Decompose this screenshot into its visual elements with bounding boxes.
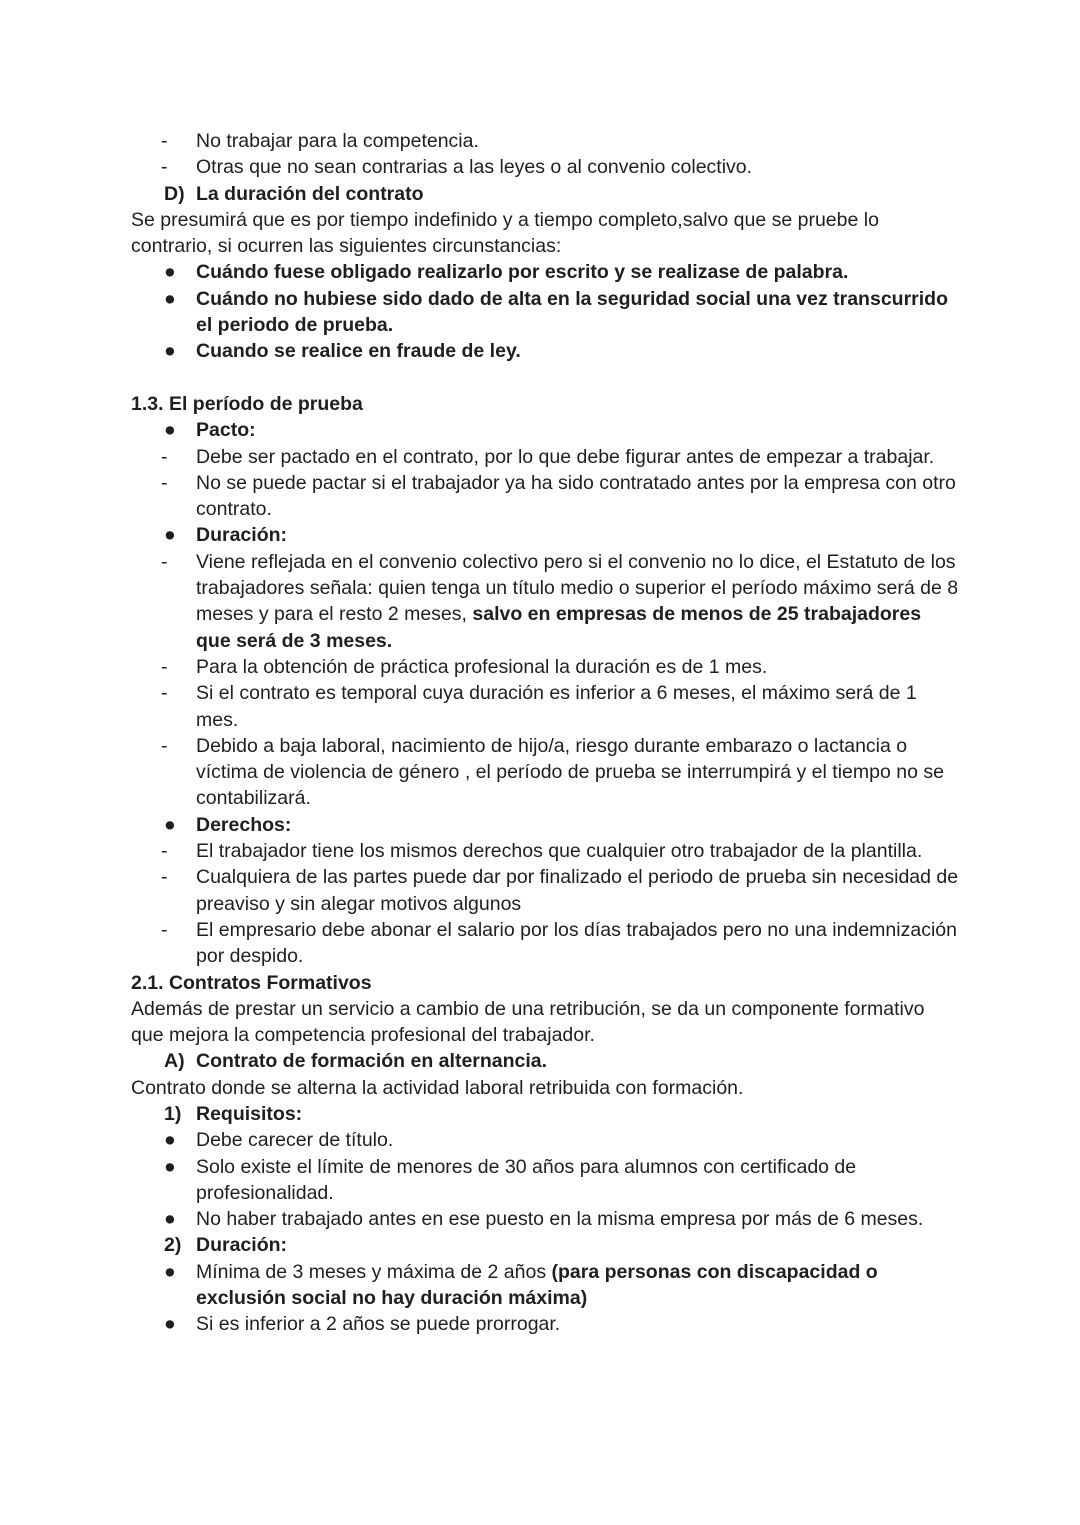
section-marker: A) bbox=[164, 1050, 185, 1073]
dash-item bbox=[131, 444, 960, 470]
dash-item bbox=[131, 917, 960, 970]
list-text: El empresario debe abonar el salario por los días trabajados pero no una indemnización por despido. bbox=[196, 918, 957, 968]
dash-marker: - bbox=[161, 682, 168, 705]
number-marker: 1) bbox=[164, 1102, 182, 1125]
section-d-heading bbox=[131, 181, 960, 207]
list-text bbox=[196, 1259, 960, 1312]
numbered-heading bbox=[131, 1101, 960, 1127]
list-text: Otras que no sean contrarias a las leyes o al convenio colectivo. bbox=[196, 156, 753, 179]
bullet-item bbox=[131, 1154, 960, 1207]
bullet-item bbox=[131, 286, 960, 339]
bullet-item bbox=[131, 417, 960, 443]
spacer bbox=[131, 365, 960, 391]
bullet-marker: ● bbox=[164, 261, 176, 284]
list-text-regular: Mínima de 3 meses y máxima de 2 años bbox=[196, 1260, 547, 1283]
list-text: Cuándo no hubiese sido dado de alta en la seguridad social una vez transcurrido el periodo de prueba. bbox=[196, 287, 948, 337]
dash-marker: - bbox=[161, 655, 168, 678]
list-text bbox=[196, 549, 960, 654]
section-marker: D) bbox=[164, 182, 185, 205]
subheading: Pacto: bbox=[196, 419, 256, 442]
numbered-title: Duración: bbox=[196, 1234, 288, 1257]
bullet-item bbox=[131, 1259, 960, 1312]
dash-item bbox=[131, 549, 960, 654]
dash-item bbox=[131, 154, 960, 180]
dash-marker: - bbox=[161, 445, 168, 468]
bullet-marker: ● bbox=[164, 524, 176, 547]
dash-item bbox=[131, 680, 960, 733]
section-heading: 1.3. El período de prueba bbox=[131, 392, 363, 415]
list-text: El trabajador tiene los mismos derechos que cualquier otro trabajador de la plantilla. bbox=[196, 840, 923, 863]
bullet-item bbox=[131, 1311, 960, 1337]
bullet-marker: ● bbox=[164, 419, 176, 442]
dash-marker: - bbox=[161, 866, 168, 889]
list-text: No se puede pactar si el trabajador ya ha sido contratado antes por la empresa con otro contrato. bbox=[196, 471, 956, 521]
dash-marker: - bbox=[161, 130, 168, 152]
subheading: Duración: bbox=[196, 524, 288, 547]
bullet-marker: ● bbox=[164, 1260, 176, 1283]
list-text: Debe ser pactado en el contrato, por lo que debe figurar antes de empezar a trabajar. bbox=[196, 445, 935, 468]
paragraph: Se presumirá que es por tiempo indefinido y a tiempo completo,salvo que se pruebe lo contrario, si ocurren las siguientes circunstancias: bbox=[131, 208, 879, 258]
list-text: Cuándo fuese obligado realizarlo por escrito y se realizase de palabra. bbox=[196, 261, 849, 284]
list-text: Cualquiera de las partes puede dar por finalizado el periodo de prueba sin necesidad de preaviso y sin alegar motivos algunos bbox=[196, 866, 959, 915]
dash-item bbox=[131, 470, 960, 523]
bullet-item bbox=[131, 1127, 960, 1153]
numbered-heading bbox=[131, 1232, 960, 1258]
list-text: Para la obtención de práctica profesional la duración es de 1 mes. bbox=[196, 655, 768, 678]
dash-item bbox=[131, 654, 960, 680]
dash-marker: - bbox=[161, 918, 168, 941]
numbered-title: Requisitos: bbox=[196, 1102, 303, 1125]
bullet-item bbox=[131, 522, 960, 548]
section-title: Contrato de formación en alternancia. bbox=[196, 1050, 548, 1073]
section-heading: 2.1. Contratos Formativos bbox=[131, 971, 372, 994]
list-text: Solo existe el límite de menores de 30 años para alumnos con certificado de profesionalidad. bbox=[196, 1155, 857, 1204]
dash-marker: - bbox=[161, 156, 168, 179]
list-text: No trabajar para la competencia. bbox=[196, 130, 479, 152]
bullet-item bbox=[131, 812, 960, 838]
bullet-item bbox=[131, 338, 960, 364]
dash-item bbox=[131, 128, 960, 154]
section-a-heading bbox=[131, 1048, 960, 1074]
list-text: Cuando se realice en fraude de ley. bbox=[196, 340, 521, 363]
list-text-bold: salvo en empresas de menos de 25 trabajadores que será de 3 meses. bbox=[196, 603, 922, 652]
dash-marker: - bbox=[161, 840, 168, 863]
bullet-marker: ● bbox=[164, 1129, 176, 1152]
list-text: No haber trabajado antes en ese puesto en la misma empresa por más de 6 meses. bbox=[196, 1208, 924, 1231]
bullet-item bbox=[131, 1206, 960, 1232]
list-text-bold: (para personas con discapacidad o exclusión social no hay duración máxima) bbox=[196, 1260, 878, 1310]
bullet-item bbox=[131, 259, 960, 285]
bullet-marker: ● bbox=[164, 1155, 176, 1178]
bullet-marker: ● bbox=[164, 813, 176, 836]
list-text: Debido a baja laboral, nacimiento de hijo/a, riesgo durante embarazo o lactancia o víctima de violencia de género , el período de prueba se interrumpirá y el tiempo no se contabilizará. bbox=[196, 734, 944, 810]
bullet-marker: ● bbox=[164, 340, 176, 363]
paragraph: Contrato donde se alterna la actividad laboral retribuida con formación. bbox=[131, 1076, 744, 1099]
dash-item bbox=[131, 733, 960, 812]
bullet-marker: ● bbox=[164, 1208, 176, 1231]
dash-marker: - bbox=[161, 734, 168, 757]
paragraph: Además de prestar un servicio a cambio de una retribución, se da un componente formativo que mejora la competencia profesional del trabajador. bbox=[131, 997, 925, 1047]
list-text: Si el contrato es temporal cuya duración es inferior a 6 meses, el máximo será de 1 mes. bbox=[196, 682, 917, 731]
number-marker: 2) bbox=[164, 1234, 182, 1257]
dash-marker: - bbox=[161, 550, 168, 573]
bullet-marker: ● bbox=[164, 287, 176, 310]
subheading: Derechos: bbox=[196, 813, 292, 836]
section-title: La duración del contrato bbox=[196, 182, 424, 205]
dash-marker: - bbox=[161, 471, 168, 494]
list-text: Debe carecer de título. bbox=[196, 1129, 394, 1152]
dash-item bbox=[131, 864, 960, 917]
dash-item bbox=[131, 838, 960, 864]
list-text-regular: Viene reflejada en el convenio colectivo pero si el convenio no lo dice, el Estatuto de los trabajadores señala: quien tenga un título medio o superior el período máximo será de 8 meses y para el resto 2 meses, bbox=[196, 550, 959, 626]
list-text: Si es inferior a 2 años se puede prorrogar. bbox=[196, 1313, 561, 1336]
bullet-marker: ● bbox=[164, 1313, 176, 1336]
